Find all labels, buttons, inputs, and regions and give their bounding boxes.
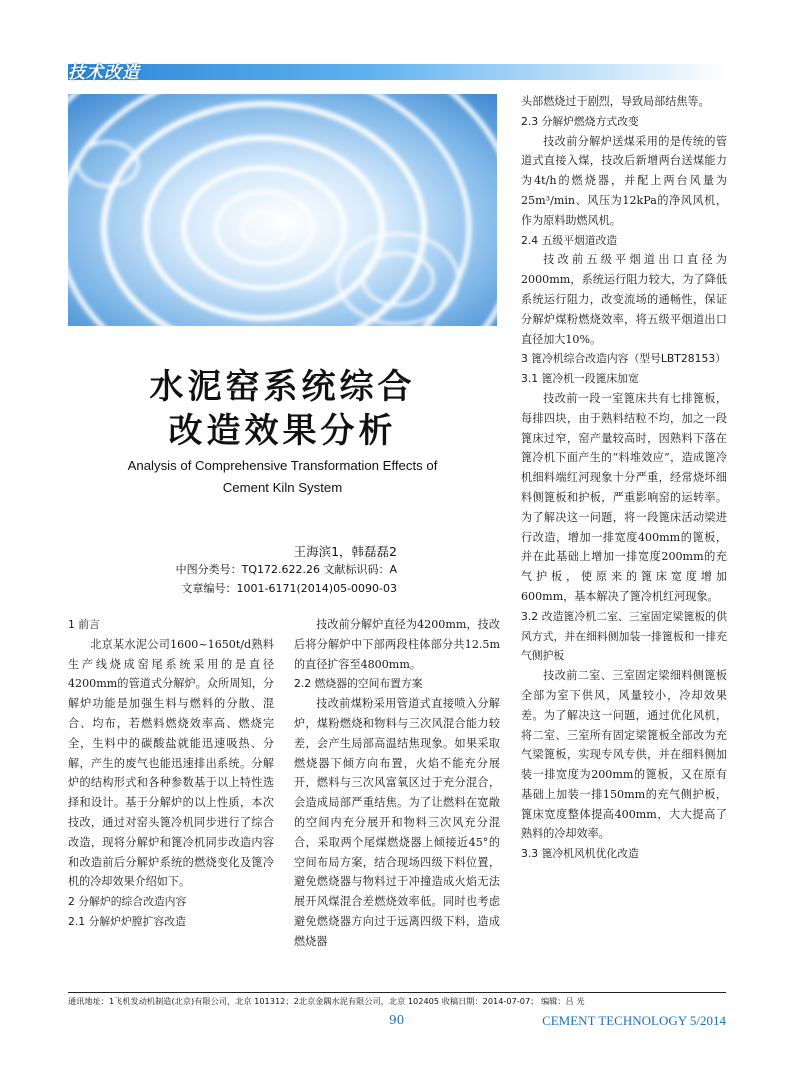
page-number: 90: [389, 1013, 405, 1027]
body-column-left: [68, 615, 274, 932]
body-column-right: [521, 92, 727, 864]
section-heading: 3 篦冷机综合改造内容（型号LBT28153）: [521, 352, 727, 366]
section-heading: 2.4 五级平烟道改造: [521, 233, 618, 247]
section-heading: 2.2 燃烧器的空间布置方案: [294, 677, 423, 691]
body-paragraph: 技改前二室、三室固定梁细料侧篦板全部为室下供风，风量较小，冷却效果差。为了解决这一问题，通过优化风机，将二室、三室所有固定梁篦板全部改为充气梁篦板，实现专风专供，并在细料侧加装一排宽度为200mm的篦板，又在原有基础上加装一排150mm的充气侧护板，篦床宽度整体提高400mm，大大提高了熟料的冷却效率。: [521, 669, 727, 841]
body-paragraph-continued: 头部燃烧过于剧烈，导致局部结焦等。: [521, 95, 710, 108]
body-paragraph: 技改前五级平烟道出口直径为2000mm，系统运行阻力较大，为了降低系统运行阻力，改变流场的通畅性，保证分解炉煤粉燃烧效率，将五级平烟道出口直径加大10%。: [521, 253, 727, 346]
journal-name: CEMENT TECHNOLOGY 5/2014: [542, 1013, 726, 1028]
article-title-en-line2: Cement Kiln System: [222, 480, 343, 495]
section-header-bar: [68, 64, 728, 80]
body-paragraph: 技改前分解炉直径为4200mm，技改后将分解炉中下部两段柱体部分共12.5m的直径扩容至4800mm。: [294, 618, 500, 671]
article-title-line1: 水泥窑系统综合: [149, 367, 416, 407]
clc-number: 中图分类号：TQ172.622.26 文献标识码：A: [175, 563, 397, 576]
section-heading: 3.1 篦冷机一段篦床加宽: [521, 372, 639, 386]
article-number: 文章编号：1001-6171(2014)05-0090-03: [181, 582, 397, 595]
section-heading: 3.2 改造篦冷机二室、三室固定梁篦板的供风方式，并在细料侧加装一排篦板和一排充气侧护板: [521, 609, 727, 663]
section-heading: 2 分解炉的综合改造内容: [68, 895, 187, 909]
section-heading: 1 前言: [68, 618, 100, 631]
hero-image: [68, 94, 497, 326]
section-heading: 2.3 分解炉燃烧方式改变: [521, 114, 639, 128]
body-paragraph: 技改前煤粉采用管道式直接喷入分解炉，煤粉燃烧和物料与三次风混合能力较差，会产生局部高温结焦现象。如果采取燃烧器下倾方向布置，火焰不能充分展开，燃料与三次风富氧区过于充分混合，会造成局部严重结焦。为了让燃料在宽敞的空间内充分展开和物料三次风充分混合，采取两个尾煤燃烧器上倾接近45°的空间布局方案，结合现场四级下料位置，避免燃烧器与物料过于冲撞造成火焰无法展开风煤混合差燃烧效率低。同时也考虑避免燃烧器方向过于远离四级下料，造成燃烧器: [294, 697, 500, 948]
footer-note: 通讯地址：1飞机发动机制造(北京)有限公司，北京 101312；2北京金隅水泥有限公司，北京 102405 收稿日期：2014-07-07； 编辑：吕 光: [68, 996, 585, 1006]
section-heading: 3.3 篦冷机风机优化改造: [521, 847, 639, 861]
section-heading: 2.1 分解炉炉膛扩容改造: [68, 914, 186, 928]
body-paragraph: 技改前一段一室篦床共有七排篦板，每排四块，由于熟料结粒不均，加之一段篦床过窄，窑产量较高时，因熟料下落在篦冷机下面产生的“料堆效应”，造成篦冷机细料端红河现象十分严重，经常烧坏细料侧篦板和护板，严重影响窑的运转率。为了解决这一问题，将一段篦床活动梁进行改造，增加一排宽度400mm的篦板，并在此基础上增加一排宽度200mm的充气护板，使原来的篦床宽度增加600mm，基本解决了篦冷机红河现象。: [521, 391, 727, 603]
concentric-rings-image: [68, 94, 497, 326]
article-title-en-line1: Analysis of Comprehensive Transformation Effects of: [127, 458, 438, 473]
section-label: 技术改造: [68, 63, 140, 83]
body-paragraph: 北京某水泥公司1600~1650t/d熟料生产线烧成窑尾系统采用的是直径4200mm的管道式分解炉。众所周知，分解炉功能是加强生料与燃料的分散、混合、均布，若燃料燃烧效率高、燃烧完全，生料中的碳酸盐就能迅速吸热、分解，产生的废气也能迅速排出系统。分解炉的结构形式和各种参数基于以上特性选择和设计。基于分解炉的以上性质，本次技改，通过对窑头篦冷机同步进行了综合改造，现将分解炉和篦冷机同步改造内容和改造前后分解炉系统的燃烧变化及篦冷机的冷却效果介绍如下。: [68, 637, 274, 889]
article-title-line2: 改造效果分析: [168, 411, 397, 451]
body-column-middle: [294, 615, 500, 952]
article-authors: 王海滨1，韩磊磊2: [293, 544, 397, 559]
footer-rule: [68, 992, 726, 993]
body-paragraph: 技改前分解炉送煤采用的是传统的管道式直接入煤，技改后新增两台送煤能力为4t/h的燃烧器，并配上两台风量为25m³/min、风压为12kPa的净风风机，作为原料助燃风机。: [521, 134, 727, 227]
